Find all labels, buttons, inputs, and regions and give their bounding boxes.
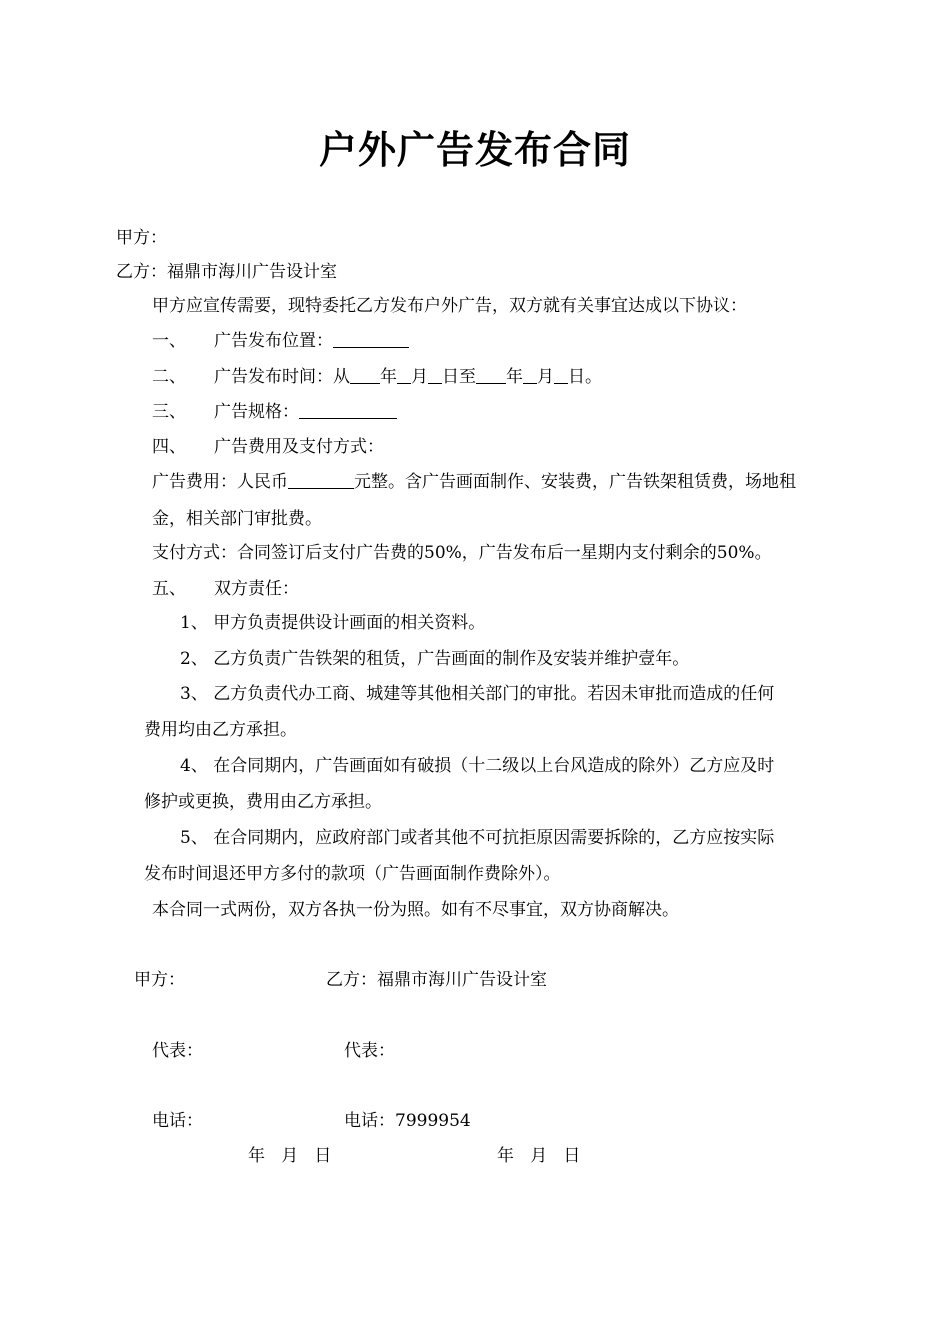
representative-a: 代表：: [152, 1041, 203, 1061]
clause-2-number: 二、: [152, 367, 186, 387]
clause-5-number: 五、: [152, 579, 186, 599]
clause-1-number: 一、: [152, 331, 186, 351]
clause-4-number: 四、: [152, 437, 186, 457]
fee-amount-blank: [288, 472, 354, 489]
clause-1: [152, 331, 409, 351]
day-end-label: 日。: [568, 367, 602, 387]
fee-label: 广告费用：人民币: [152, 472, 288, 492]
clause-5-text: 双方责任：: [214, 579, 299, 599]
payment-method: 支付方式：合同签订后支付广告费的50%，广告发布后一星期内支付剩余的50%。: [152, 543, 772, 563]
signature-party-b: 乙方：福鼎市海川广告设计室: [326, 970, 547, 990]
start-year-blank: [350, 367, 380, 384]
fee-line-1: [152, 472, 796, 492]
end-day-blank: [554, 367, 568, 384]
duty-5-line-1: 5、 在合同期内，应政府部门或者其他不可抗拒原因需要拆除的，乙方应按实际: [180, 828, 775, 848]
duty-1: 1、 甲方负责提供设计画面的相关资料。: [180, 613, 486, 633]
duty-4-line-2: 修护或更换，费用由乙方承担。: [144, 792, 382, 812]
clause-2-text: 广告发布时间：从: [214, 367, 350, 387]
position-blank: [333, 331, 409, 348]
party-b-line: 乙方：福鼎市海川广告设计室: [116, 262, 337, 282]
closing-paragraph: 本合同一式两份，双方各执一份为照。如有不尽事宜，双方协商解决。: [152, 900, 679, 920]
signature-party-a: 甲方：: [134, 970, 185, 990]
clause-3-text: 广告规格：: [214, 402, 299, 422]
clause-4: [152, 437, 384, 457]
representative-b: 代表：: [344, 1041, 395, 1061]
clause-1-text: 广告发布位置：: [214, 331, 333, 351]
clause-3: [152, 402, 397, 422]
clause-4-text: 广告费用及支付方式：: [214, 437, 384, 457]
date-a: 年 月 日: [248, 1146, 332, 1166]
document-title: 户外广告发布合同: [318, 127, 631, 172]
duty-3-line-1: 3、 乙方负责代办工商、城建等其他相关部门的审批。若因未审批而造成的任何: [180, 684, 775, 704]
day-to-label: 日至: [442, 367, 476, 387]
fee-line-2: 金，相关部门审批费。: [152, 509, 322, 529]
duty-3-line-2: 费用均由乙方承担。: [144, 720, 297, 740]
fee-description: 元整。含广告画面制作、安装费，广告铁架租赁费，场地租: [354, 472, 796, 492]
clause-3-number: 三、: [152, 402, 186, 422]
clause-2: [152, 367, 602, 387]
phone-a: 电话：: [152, 1111, 203, 1131]
party-a-label: 甲方：: [116, 228, 167, 248]
end-month-blank: [523, 367, 537, 384]
month-label: 月: [537, 367, 554, 387]
duty-5-line-2: 发布时间退还甲方多付的款项（广告画面制作费除外）。: [144, 864, 561, 884]
duty-2: 2、 乙方负责广告铁架的租赁，广告画面的制作及安装并维护壹年。: [180, 649, 690, 669]
date-b: 年 月 日: [497, 1146, 581, 1166]
spec-blank: [299, 402, 397, 419]
start-day-blank: [428, 367, 442, 384]
month-label: 月: [411, 367, 428, 387]
duty-4-line-1: 4、 在合同期内，广告画面如有破损（十二级以上台风造成的除外）乙方应及时: [180, 756, 775, 776]
end-year-blank: [476, 367, 506, 384]
start-month-blank: [397, 367, 411, 384]
phone-b: 电话：7999954: [344, 1111, 471, 1131]
intro-paragraph: 甲方应宣传需要，现特委托乙方发布户外广告，双方就有关事宜达成以下协议：: [152, 296, 747, 316]
year-label: 年: [506, 367, 523, 387]
year-label: 年: [380, 367, 397, 387]
clause-5: [152, 579, 299, 599]
